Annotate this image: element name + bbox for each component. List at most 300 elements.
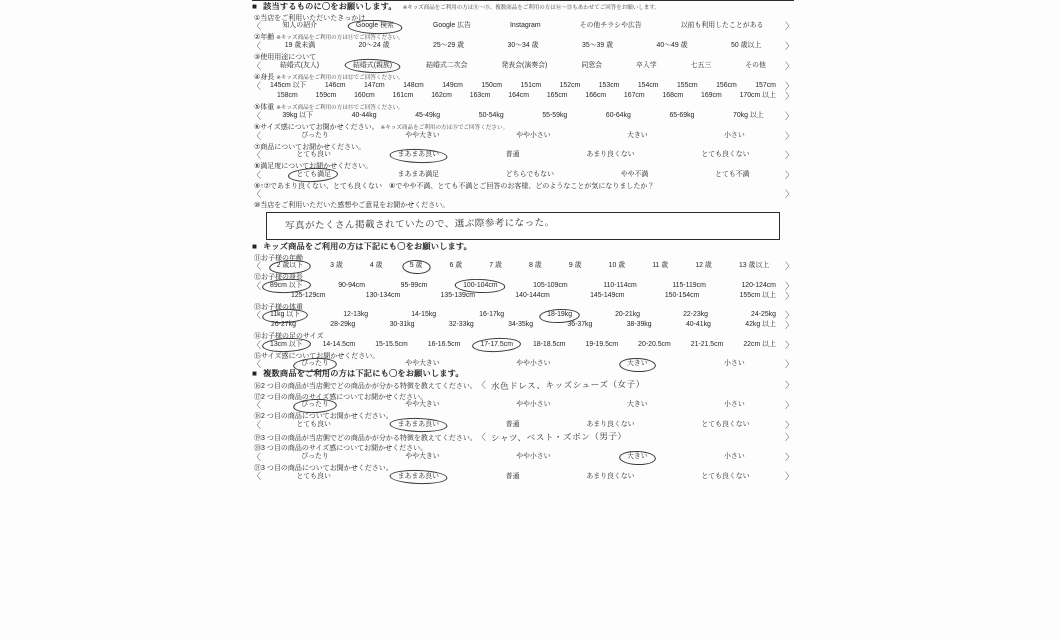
option-item[interactable]: 16-16.5cm (427, 340, 461, 348)
option-list (263, 262, 783, 271)
option-item[interactable]: やや大きい (405, 131, 440, 139)
bracket-left: 〈 (252, 471, 262, 482)
option-item[interactable]: 3 歳 (330, 262, 343, 270)
option-item[interactable]: やや小さい (516, 401, 551, 409)
handwritten-answer: 水色ドレス、キッズシューズ（女子） (490, 380, 645, 393)
question-text: 当店をご利用いただいたきっかけ (260, 14, 366, 22)
option-item[interactable]: やや小さい (516, 131, 551, 139)
survey-sheet (252, 0, 794, 640)
option-item[interactable]: ぴったり (301, 453, 329, 461)
option-item[interactable]: 22cm 以上 (743, 340, 776, 348)
option-item[interactable]: 65-69kg (669, 111, 695, 119)
option-item[interactable]: 163cm (469, 91, 491, 99)
question-number: ⑫ (254, 274, 261, 282)
option-item[interactable]: Google 広告 (433, 22, 471, 30)
option-row-continued (252, 321, 794, 330)
bracket-left: 〈 (476, 380, 486, 391)
section-header-kids (252, 243, 794, 251)
bracket-right: 〉 (784, 359, 794, 370)
bracket-right: 〉 (784, 130, 794, 141)
option-item[interactable]: 6 歳 (449, 262, 463, 270)
question-number: ⑭ (254, 333, 261, 341)
option-item[interactable]: 結婚式(友人) (280, 61, 320, 69)
option-item[interactable]: 以前も利用したことがある (680, 22, 764, 30)
option-selected[interactable]: 100-104cm (460, 282, 500, 291)
option-list (263, 282, 783, 291)
bracket-right: 〉 (784, 380, 794, 391)
option-item[interactable]: 28-29kg (330, 321, 356, 329)
bracket-left: 〈 (252, 21, 262, 31)
option-item[interactable]: やや大きい (405, 401, 440, 409)
question-number: ⑩ (254, 202, 261, 210)
option-item[interactable]: 70kg 以上 (733, 111, 764, 119)
option-item[interactable]: 165cm (546, 91, 568, 99)
question-number: ⑳ (254, 445, 261, 453)
question-label-⑤ (254, 104, 794, 112)
option-row (252, 171, 794, 180)
bracket-left: 〈 (252, 189, 262, 200)
option-item[interactable]: 152cm (559, 81, 581, 89)
option-item[interactable]: 12 歳 (695, 262, 712, 270)
question-text: 商品についてお聞かせください。 (260, 143, 366, 151)
question-text: 3 つ目の商品のサイズ感についてお聞かせください。 (261, 445, 428, 453)
option-item[interactable]: やや大きい (405, 360, 440, 368)
bracket-right: 〉 (784, 400, 794, 411)
question-number: ㉑ (254, 464, 261, 472)
option-item[interactable]: やや小さい (516, 453, 551, 461)
option-list (254, 292, 783, 301)
option-selected[interactable]: 17-17.5cm (477, 341, 516, 350)
option-item[interactable]: 40～49 歳 (656, 42, 688, 50)
option-item[interactable]: その他チラシや広告 (579, 22, 642, 30)
option-item[interactable]: 25～29 歳 (432, 42, 465, 50)
option-item[interactable]: 153cm (598, 81, 620, 89)
option-item[interactable]: とても不満 (715, 170, 750, 178)
option-item[interactable]: その他 (745, 61, 766, 69)
option-item[interactable]: 169cm (701, 91, 722, 99)
option-item[interactable]: 22-23kg (683, 311, 708, 319)
question-number: ⑮ (254, 352, 261, 360)
option-item[interactable]: 13 歳以上 (738, 262, 770, 270)
question-label-⑮ (254, 353, 794, 360)
option-item[interactable]: あまり良くない (586, 151, 635, 159)
option-item[interactable]: 20-20.5cm (638, 340, 671, 348)
option-item[interactable]: 36-37kg (567, 321, 593, 329)
bracket-left: 〈 (252, 41, 262, 52)
option-item[interactable]: 小さい (724, 360, 745, 368)
question-number: ⑦ (254, 143, 261, 151)
option-item[interactable]: 159cm (315, 91, 337, 99)
option-item[interactable]: 146cm (324, 81, 346, 89)
option-item[interactable]: 105-109cm (533, 281, 568, 289)
bracket-right: 〉 (784, 150, 794, 161)
option-row (252, 42, 794, 51)
top-rule (252, 0, 794, 1)
option-item[interactable]: 40-44kg (351, 111, 377, 119)
option-item[interactable]: 156cm (716, 81, 737, 89)
option-item[interactable]: 149cm (442, 81, 463, 89)
option-list (263, 453, 783, 462)
option-item[interactable]: 結婚式二次会 (426, 61, 468, 69)
option-item[interactable]: 157cm (755, 81, 776, 89)
question-label-⑦ (254, 144, 794, 151)
question-note: ※キッズ商品をご利用の方は⑮でご回答ください。 (380, 124, 509, 131)
question-text: お子様の足のサイズ (261, 333, 324, 341)
question-number: ④ (254, 73, 261, 81)
option-item[interactable]: あまり良くない (586, 420, 635, 428)
option-item[interactable]: 147cm (363, 81, 385, 89)
option-item[interactable]: 21-21.5cm (690, 340, 724, 348)
option-item[interactable]: 115-119cm (672, 281, 706, 289)
option-item[interactable]: 4 歳 (369, 262, 383, 270)
bracket-left: 〈 (252, 339, 262, 350)
option-item[interactable]: とても良くない (701, 151, 750, 159)
question-text: サイズ感についてお聞かせください。 (261, 352, 380, 360)
question-label-⑥ (254, 124, 794, 132)
option-item[interactable]: 162cm (431, 91, 452, 99)
question-text: 体重 (260, 103, 275, 111)
option-item[interactable]: とても良くない (701, 472, 750, 480)
question-text: 2 つ目の商品についてお聞かせください。 (261, 413, 393, 421)
option-item[interactable]: 大きい (626, 401, 648, 409)
option-item[interactable]: 知人の紹介 (282, 22, 317, 30)
option-item[interactable]: 160cm (354, 91, 375, 99)
bracket-left: 〈 (252, 310, 262, 321)
option-list (263, 360, 783, 369)
option-row (252, 341, 794, 350)
option-item[interactable]: 125-129cm (291, 291, 326, 299)
option-item[interactable]: やや不満 (620, 170, 649, 178)
bracket-right: 〉 (784, 431, 794, 442)
option-item[interactable]: 16-17kg (479, 311, 505, 319)
question-number: ③ (254, 54, 261, 62)
option-list (263, 42, 783, 51)
option-item[interactable]: 20-21kg (615, 311, 640, 319)
option-item[interactable]: 151cm (520, 81, 542, 89)
option-selected[interactable]: 89cm 以下 (267, 282, 306, 291)
bracket-right: 〉 (784, 320, 794, 331)
option-selected[interactable]: ぴったり (298, 360, 332, 369)
option-item[interactable]: 168cm (662, 91, 684, 99)
bracket-right: 〉 (784, 189, 794, 200)
bracket-right: 〉 (784, 471, 794, 482)
option-item[interactable]: 50 歳以上 (730, 42, 762, 50)
bracket-left: 〈 (252, 169, 262, 180)
bracket-left: 〈 (476, 431, 486, 442)
option-item[interactable]: 155cm 以上 (739, 291, 776, 299)
option-row (252, 472, 794, 481)
option-item[interactable]: 167cm (623, 91, 645, 99)
option-item[interactable]: 55-59kg (542, 111, 568, 119)
bracket-right: 〉 (784, 451, 794, 462)
option-list (263, 22, 783, 31)
option-item[interactable]: 7 歳 (489, 262, 502, 270)
option-item[interactable]: 小さい (724, 131, 745, 139)
option-item[interactable]: 普通 (505, 151, 520, 159)
question-label-⑳ (254, 445, 794, 452)
option-row (252, 453, 794, 462)
question-text: 2 つ目の商品が当店側でどの商品かが分かる特徴を教えてください。 (261, 383, 477, 391)
question-text: 使用用途について (260, 54, 317, 62)
option-selected[interactable]: 大きい (624, 360, 651, 369)
option-item[interactable]: 150cm (481, 81, 503, 89)
question-label-③ (254, 54, 794, 61)
question-note: ※キッズ商品をご利用の方は⑬でご回答ください。 (276, 104, 404, 111)
option-item[interactable]: 32-33kg (448, 321, 474, 329)
option-selected[interactable]: まあまあ良い (395, 421, 442, 430)
option-item[interactable]: 30～34 歳 (507, 42, 539, 50)
option-item[interactable]: やや小さい (516, 360, 551, 368)
bracket-left: 〈 (252, 261, 262, 272)
question-label-⑯ (254, 381, 794, 391)
option-row (252, 112, 794, 121)
question-number: ⑧ (254, 163, 261, 171)
option-item[interactable]: 11 歳 (652, 262, 669, 270)
option-item[interactable]: 150-154cm (664, 291, 700, 299)
section-marker: ■ (252, 2, 258, 11)
option-item[interactable]: 90-94cm (338, 281, 365, 289)
question-text: 3 つ目の商品についてお聞かせください。 (261, 464, 393, 472)
option-row (252, 421, 794, 430)
bracket-right: 〉 (784, 110, 794, 121)
bracket-right: 〉 (784, 261, 794, 272)
option-item[interactable]: 60-64kg (605, 111, 631, 119)
question-label-⑪ (254, 255, 794, 262)
question-text: お子様の身長 (261, 274, 303, 282)
option-item[interactable]: 161cm (392, 91, 414, 99)
option-item[interactable]: 卒入学 (635, 61, 657, 69)
option-item[interactable]: 145cm 以下 (270, 81, 307, 89)
option-row (252, 62, 794, 71)
question-text: 3 つ目の商品が当店側でどの商品かが分かる特徴を教えてください。 (261, 434, 477, 442)
option-item[interactable]: 大きい (626, 131, 648, 139)
option-list (263, 473, 783, 482)
option-item[interactable]: 155cm (676, 81, 698, 89)
bracket-left: 〈 (252, 419, 262, 430)
option-item[interactable]: 小さい (724, 453, 745, 461)
option-item[interactable]: 小さい (724, 401, 745, 409)
question-label-⑰ (254, 394, 794, 401)
option-item[interactable]: 30-31kg (389, 321, 415, 329)
bracket-left: 〈 (252, 400, 262, 411)
option-item[interactable]: 24-25kg (751, 311, 776, 319)
option-selected[interactable]: 結婚式(親族) (350, 62, 395, 71)
option-item[interactable]: 130-134cm (365, 291, 401, 299)
option-item[interactable]: 発表会(演奏会) (501, 61, 548, 69)
bracket-right: 〉 (784, 80, 794, 91)
question-text: 身長 (260, 73, 275, 81)
option-list (263, 82, 783, 91)
option-item[interactable]: 34-35kg (508, 321, 534, 329)
option-selected[interactable]: 18-19kg (544, 311, 575, 320)
comment-box[interactable] (266, 212, 780, 240)
option-item[interactable]: 50-54kg (478, 111, 504, 119)
option-row (252, 311, 794, 320)
option-item[interactable]: 110-114cm (603, 281, 637, 289)
option-list (263, 112, 783, 121)
option-item[interactable]: 35～39 歳 (581, 42, 614, 50)
answer-field[interactable] (263, 191, 783, 198)
option-item[interactable]: どちらでもない (505, 170, 554, 178)
option-item[interactable]: とても良い (296, 472, 331, 480)
option-row (252, 82, 794, 91)
option-item[interactable]: 148cm (403, 81, 424, 89)
bracket-right: 〉 (784, 60, 794, 71)
option-row-continued (252, 92, 794, 101)
option-selected[interactable]: 5 歳 (407, 262, 426, 271)
option-item[interactable]: 164cm (508, 91, 529, 99)
option-list (263, 421, 783, 430)
option-item[interactable]: 40-41kg (685, 321, 711, 329)
option-item[interactable]: とても良くない (701, 420, 750, 428)
option-list (263, 311, 783, 320)
question-label-⑬ (254, 304, 794, 311)
question-text: 2 つ目の商品のサイズ感についてお聞かせください。 (261, 393, 428, 401)
option-item[interactable]: 19-19.5cm (585, 340, 619, 348)
option-item[interactable]: 42kg 以上 (745, 321, 776, 329)
question-label-④ (254, 74, 794, 82)
option-item[interactable]: やや大きい (405, 453, 440, 461)
option-item[interactable]: 9 歳 (568, 262, 582, 270)
question-number: ⑤ (254, 103, 261, 111)
question-note: ※キッズ商品をご利用の方は⑪でご回答ください。 (276, 35, 404, 41)
question-note: ※キッズ商品をご利用の方は⑫でご回答ください。 (276, 74, 404, 81)
option-item[interactable]: Instagram (509, 22, 541, 30)
option-item[interactable]: 15-15.5cm (375, 340, 408, 348)
option-list (254, 92, 783, 101)
option-row-continued (252, 292, 794, 301)
option-selected[interactable]: 13cm 以下 (267, 341, 306, 350)
bracket-right: 〉 (784, 339, 794, 350)
section-note: ※キッズ商品をご利用の方は⑪～⑮、複数商品をご利用の方は⑯～㉑もあわせてご回答をお願いします。 (402, 5, 660, 11)
option-item[interactable]: 18-18.5cm (532, 340, 566, 348)
question-label-⑲ (254, 433, 794, 443)
section-marker: ■ (252, 242, 258, 252)
option-selected[interactable]: Google 検索 (353, 22, 397, 31)
option-selected[interactable]: ぴったり (298, 401, 332, 410)
question-text: サイズ感についてお聞かせください。 (260, 123, 379, 131)
option-item[interactable]: 普通 (505, 472, 520, 480)
question-label-⑫ (254, 274, 794, 281)
option-selected[interactable]: 11kg 以下 (267, 311, 303, 320)
question-label-⑨ (254, 183, 794, 190)
option-item[interactable]: 20～24 歳 (358, 42, 390, 50)
question-label-⑱ (254, 413, 794, 420)
option-list (254, 321, 783, 330)
question-number: ⑰ (254, 393, 261, 401)
question-number: ⑨ (254, 182, 261, 190)
option-row (252, 401, 794, 410)
option-item[interactable]: あまり良くない (586, 472, 635, 480)
option-selected[interactable]: まあまあ良い (395, 473, 442, 482)
question-number: ⑱ (254, 413, 261, 421)
section-header-main (252, 3, 794, 12)
section-title: キッズ商品をご利用の方は下記にも〇をお願いします。 (263, 242, 473, 252)
option-item[interactable]: 170cm 以上 (739, 91, 776, 99)
option-item[interactable]: まあまあ満足 (397, 170, 439, 178)
option-item[interactable]: 140-144cm (515, 291, 550, 299)
question-label-⑭ (254, 333, 794, 340)
option-selected[interactable]: 2 歳以下 (274, 262, 306, 271)
option-row (252, 132, 794, 141)
question-number: ② (254, 34, 261, 41)
option-row (252, 262, 794, 271)
question-text: 年齢 (260, 34, 275, 41)
option-item[interactable]: 39kg 以下 (282, 111, 313, 119)
option-row (252, 282, 794, 291)
option-item[interactable]: 8 歳 (529, 262, 542, 270)
option-item[interactable]: 七五三 (690, 61, 712, 69)
survey-body (252, 3, 794, 481)
option-item[interactable]: 95-99cm (400, 281, 428, 289)
option-row (252, 151, 794, 160)
option-selected[interactable]: とても満足 (293, 171, 333, 180)
option-item[interactable]: 120-124cm (741, 281, 776, 289)
question-label-㉑ (254, 465, 794, 472)
bracket-right: 〉 (784, 41, 794, 52)
bracket-right: 〉 (784, 290, 794, 301)
bracket-left: 〈 (252, 451, 262, 462)
bracket-right: 〉 (784, 21, 794, 31)
bracket-left: 〈 (252, 130, 262, 141)
option-item[interactable]: 12-13kg (343, 311, 369, 319)
option-selected[interactable]: まあまあ良い (395, 151, 442, 160)
bracket-left: 〈 (252, 359, 262, 370)
question-number: ⑪ (254, 254, 261, 262)
section-marker: ■ (252, 369, 258, 379)
option-list (263, 171, 783, 180)
bracket-left: 〈 (252, 60, 262, 71)
option-item[interactable]: 166cm (585, 91, 607, 99)
option-item[interactable]: 10 歳 (608, 262, 626, 270)
option-list (263, 132, 783, 141)
question-text: ↑⑦であまり良くない、とても良くない ⑧でやや不満、とても不満とご回答のお客様、どのようなことが気になりましたか？ (260, 182, 655, 190)
handwritten-answer: シャツ、ベスト・ズボン（男子） (490, 431, 627, 444)
option-item[interactable]: 135-139cm (440, 291, 476, 299)
option-item[interactable]: 154cm (637, 81, 659, 89)
option-item[interactable]: 14-15kg (411, 311, 437, 319)
option-item[interactable]: 普通 (505, 420, 520, 428)
option-list (263, 341, 783, 350)
question-number: ⑥ (254, 123, 261, 131)
option-item[interactable]: 14-14.5cm (322, 340, 356, 348)
option-item[interactable]: ぴったり (301, 131, 329, 139)
section-title: 複数商品をご利用の方は下記にも〇をお願いします。 (263, 369, 464, 379)
option-list (263, 151, 783, 160)
question-label-② (254, 34, 794, 42)
option-item[interactable]: 19 歳未満 (284, 42, 316, 50)
option-item[interactable]: 158cm (277, 91, 298, 99)
bracket-right: 〉 (784, 310, 794, 321)
option-item[interactable]: とても良い (296, 151, 331, 159)
question-number: ⑬ (254, 303, 261, 311)
question-text: お子様の体重 (261, 303, 303, 311)
bracket-left: 〈 (252, 280, 262, 291)
option-selected[interactable]: 大きい (624, 453, 651, 462)
section-title: 該当するものに〇をお願いします。 (263, 2, 397, 11)
option-item[interactable]: 26-27kg (271, 321, 296, 329)
question-label-① (254, 15, 794, 22)
option-item[interactable]: 38-39kg (626, 321, 652, 329)
option-item[interactable]: 145-149cm (590, 291, 625, 299)
option-item[interactable]: 同窓会 (581, 61, 602, 69)
bracket-right: 〉 (784, 280, 794, 291)
option-item[interactable]: とても良い (296, 420, 331, 428)
option-item[interactable]: 45-49kg (415, 111, 441, 119)
bracket-left: 〈 (252, 80, 262, 91)
bracket-left: 〈 (252, 150, 262, 161)
bracket-right: 〉 (784, 169, 794, 180)
